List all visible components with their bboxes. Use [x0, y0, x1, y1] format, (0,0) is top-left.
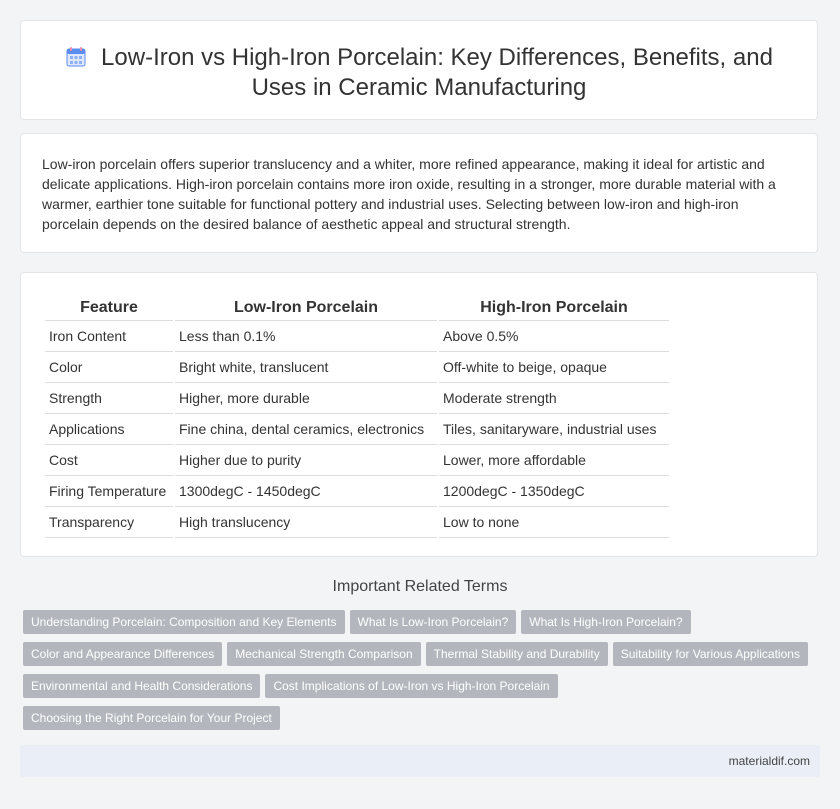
table-cell: Lower, more affordable	[439, 445, 669, 476]
calendar-grid-icon	[65, 46, 87, 68]
table-cell: Firing Temperature	[45, 476, 173, 507]
table-row	[45, 321, 669, 352]
related-term-tag[interactable]: What Is Low-Iron Porcelain?	[350, 610, 517, 634]
table-cell: High translucency	[175, 507, 437, 538]
table-row	[45, 352, 669, 383]
table-cell: Transparency	[45, 507, 173, 538]
table-cell: Off-white to beige, opaque	[439, 352, 669, 383]
related-term-tag[interactable]: What Is High-Iron Porcelain?	[521, 610, 690, 634]
related-term-tag[interactable]: Mechanical Strength Comparison	[227, 642, 420, 666]
table-cell: Higher due to purity	[175, 445, 437, 476]
related-term-tag[interactable]: Cost Implications of Low-Iron vs High-Iron Porcelain	[265, 674, 557, 698]
table-cell: Bright white, translucent	[175, 352, 437, 383]
table-row	[45, 414, 669, 445]
column-header: High-Iron Porcelain	[439, 295, 669, 321]
table-cell: 1300degC - 1450degC	[175, 476, 437, 507]
related-term-tag[interactable]: Understanding Porcelain: Composition and Key Elements	[23, 610, 345, 634]
table-row	[45, 476, 669, 507]
table-header-row	[45, 295, 669, 321]
table-cell: Higher, more durable	[175, 383, 437, 414]
column-header: Feature	[45, 295, 173, 321]
table-cell: Above 0.5%	[439, 321, 669, 352]
table-cell: Moderate strength	[439, 383, 669, 414]
table-cell: 1200degC - 1350degC	[439, 476, 669, 507]
table-cell: Strength	[45, 383, 173, 414]
related-term-tag[interactable]: Color and Appearance Differences	[23, 642, 222, 666]
table-cell: Color	[45, 352, 173, 383]
table-cell: Applications	[45, 414, 173, 445]
page-title-wrap	[21, 43, 817, 103]
comparison-card	[20, 272, 818, 557]
table-cell: Low to none	[439, 507, 669, 538]
table-cell: Cost	[45, 445, 173, 476]
related-terms-title: Important Related Terms	[332, 578, 508, 595]
related-term-tag[interactable]: Choosing the Right Porcelain for Your Project	[23, 706, 280, 730]
intro-card	[20, 133, 818, 253]
table-cell: Less than 0.1%	[175, 321, 437, 352]
related-term-tag[interactable]: Thermal Stability and Durability	[426, 642, 608, 666]
table-cell: Iron Content	[45, 321, 173, 352]
column-header: Low-Iron Porcelain	[175, 295, 437, 321]
related-term-tag[interactable]: Environmental and Health Considerations	[23, 674, 260, 698]
table-cell: Tiles, sanitaryware, industrial uses	[439, 414, 669, 445]
footer-site-link[interactable]: materialdif.com	[728, 754, 810, 768]
related-terms-list	[23, 610, 823, 738]
header-card	[20, 20, 818, 120]
table-cell: Fine china, dental ceramics, electronics	[175, 414, 437, 445]
table-row	[45, 383, 669, 414]
related-term-tag[interactable]: Suitability for Various Applications	[613, 642, 808, 666]
comparison-table	[43, 295, 671, 538]
intro-paragraph: Low-iron porcelain offers superior translucency and a whiter, more refined appearance, making it ideal for artistic and delicate applications. High-iron porcelain contains more iron oxide, resulting in a stronger, more durable material with a warmer, earthier tone suitable for functional pottery and industrial uses. Selecting between low-iron and high-iron porcelain depends on the desired balance of aesthetic appeal and structural strength.	[42, 156, 776, 232]
footer	[20, 745, 820, 777]
page-title: Low-Iron vs High-Iron Porcelain: Key Differences, Benefits, and Uses in Ceramic Manufacturing	[101, 44, 773, 101]
table-row	[45, 445, 669, 476]
table-row	[45, 507, 669, 538]
